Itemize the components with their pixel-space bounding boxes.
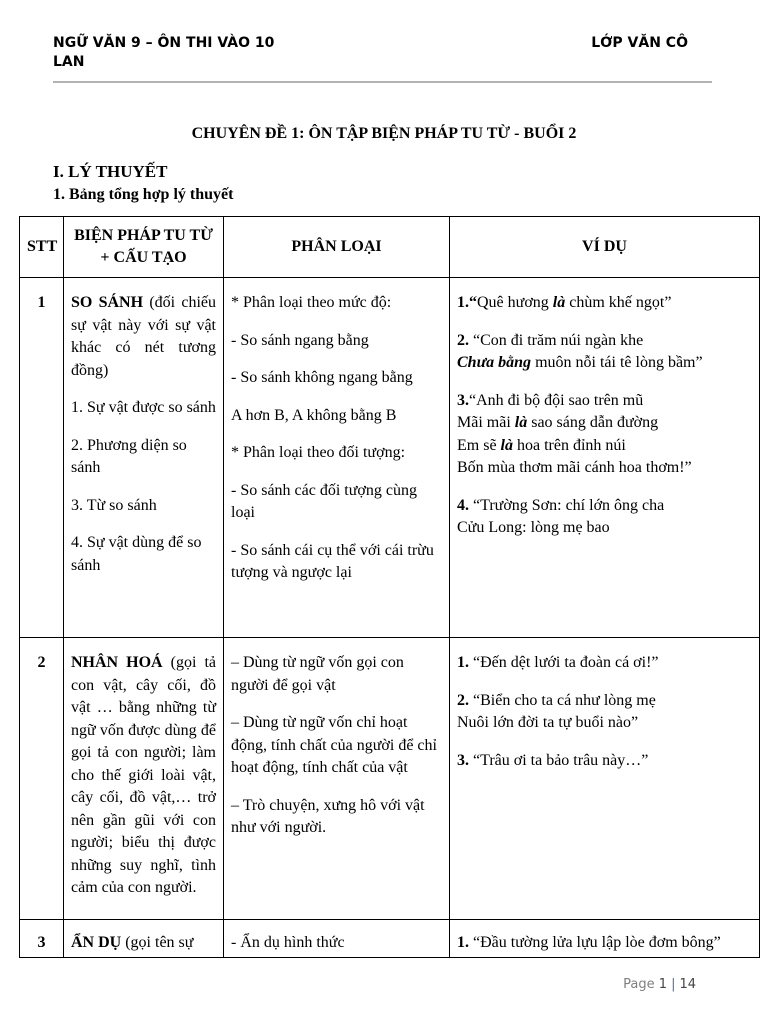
phan-loai-cell xyxy=(224,278,450,638)
classification-item: A hơn B, A không bằng B xyxy=(231,406,397,424)
example-keyword: Chưa bằng xyxy=(457,354,532,371)
page-header xyxy=(53,34,711,82)
header-bien-phap xyxy=(64,217,224,278)
example-number: 1. xyxy=(457,934,469,951)
structure-item: 3. Từ so sánh xyxy=(71,496,157,514)
example-4 xyxy=(457,495,752,540)
example-text: chùm khế ngọt” xyxy=(565,294,672,311)
table-row xyxy=(20,278,760,638)
example-keyword: là xyxy=(514,414,528,431)
example-number: 1. xyxy=(457,654,469,671)
example-text: “Đầu tường lửa lựu lập lòe đơm bông” xyxy=(469,934,721,951)
example-number: 1. xyxy=(457,294,469,311)
classification-item: – Dùng từ ngữ vốn gọi con người để gọi vật xyxy=(231,654,404,694)
classification-item: - So sánh các đối tượng cùng loại xyxy=(231,481,417,521)
row-stt: 2 xyxy=(20,638,64,920)
example-text: “Đến dệt lưới ta đoàn cá ơi!” xyxy=(469,654,659,671)
structure-item: 4. Sự vật dùng để so sánh xyxy=(71,534,202,574)
page-total: 14 xyxy=(679,977,696,992)
document-title: CHUYÊN ĐỀ 1: ÔN TẬP BIỆN PHÁP TU TỪ - BUỔI 2 xyxy=(191,125,577,142)
table-row xyxy=(20,638,760,920)
page-footer xyxy=(623,977,696,992)
header-bien-phap-line2: + CẤU TẠO xyxy=(100,249,187,266)
phan-loai-cell xyxy=(224,638,450,920)
example-number: 2. xyxy=(457,331,469,349)
page-separator: | xyxy=(671,977,676,992)
header-phan-loai: PHÂN LOẠI xyxy=(224,217,450,278)
vi-du-cell xyxy=(450,278,760,638)
example-1 xyxy=(457,292,752,315)
technique-name: ẨN DỤ xyxy=(71,934,122,951)
structure-item: 1. Sự vật được so sánh xyxy=(71,399,216,416)
bien-phap-cell xyxy=(64,278,224,638)
classification-item: * Phân loại theo đối tượng: xyxy=(231,444,406,461)
header-stt: STT xyxy=(20,217,64,278)
technique-name: NHÂN HOÁ xyxy=(71,654,163,671)
classification-item: - So sánh ngang bằng xyxy=(231,331,369,349)
header-divider xyxy=(53,81,712,83)
example-3 xyxy=(457,390,752,480)
phan-loai-cell: - Ẩn dụ hình thức xyxy=(224,920,450,958)
page-number: 1 xyxy=(658,977,668,992)
example-2 xyxy=(457,330,752,375)
example-text: “Trường Sơn: chí lớn ông cha xyxy=(469,496,665,514)
bien-phap-cell xyxy=(64,638,224,920)
table-header-row xyxy=(20,217,760,278)
example-number: 3. xyxy=(457,751,469,769)
page-label: Page xyxy=(623,977,655,992)
example-open-quote: “ xyxy=(469,294,477,311)
example-text: Quê hương xyxy=(477,294,553,311)
example-2 xyxy=(457,690,752,735)
technique-desc: (gọi tên sự xyxy=(121,934,194,951)
vi-du-cell xyxy=(450,638,760,920)
classification-item: – Trò chuyện, xưng hô với vật như với người. xyxy=(231,796,425,836)
example-number: 2. xyxy=(457,691,469,709)
row-stt: 1 xyxy=(20,278,64,638)
example-text: “Trâu ơi ta bảo trâu này…” xyxy=(469,751,649,769)
header-bien-phap-line1: BIỆN PHÁP TU TỪ xyxy=(74,226,213,244)
structure-item: 2. Phương diện so sánh xyxy=(71,436,187,476)
example-text: “Anh đi bộ đội sao trên mũ xyxy=(469,391,644,409)
subsection-title: 1. Bảng tổng hợp lý thuyết xyxy=(53,186,234,203)
example-text: Em sẽ xyxy=(457,436,501,454)
example-text: hoa trên đỉnh núi xyxy=(513,436,626,454)
technique-name: SO SÁNH xyxy=(71,294,144,311)
technique-definition xyxy=(71,292,216,382)
example-text: “Biển cho ta cá như lòng mẹ xyxy=(469,691,656,709)
classification-item: – Dùng từ ngữ vốn chỉ hoạt động, tính chất của người để chỉ hoạt động, tính chất của vật xyxy=(231,714,437,776)
example-number: 3. xyxy=(457,391,469,409)
classification-item: * Phân loại theo mức độ: xyxy=(231,294,392,311)
example-1 xyxy=(457,652,752,675)
summary-table xyxy=(19,216,760,958)
example-3 xyxy=(457,750,752,773)
example-text: Bốn mùa thơm mãi cánh hoa thơm!” xyxy=(457,459,692,476)
example-text: Nuôi lớn đời ta tự buổi nào” xyxy=(457,714,639,731)
technique-definition xyxy=(71,652,216,900)
bien-phap-cell xyxy=(64,920,224,958)
technique-desc: (đối chiếu sự vật này với sự vật khác có nét tương đồng) xyxy=(71,294,217,379)
table-row xyxy=(20,920,760,958)
classification-item: - So sánh không ngang bằng xyxy=(231,369,413,386)
example-keyword: là xyxy=(500,436,513,454)
example-number: 4. xyxy=(457,496,469,514)
example-text: Cửu Long: lòng mẹ bao xyxy=(457,519,610,536)
classification-item: - So sánh cái cụ thể với cái trừu tượng và ngược lại xyxy=(231,541,434,581)
example-text: sao sáng dẫn đường xyxy=(527,414,659,431)
header-left-text: NGỮ VĂN 9 – ÔN THI VÀO 10 LAN xyxy=(53,35,275,70)
example-keyword: là xyxy=(552,294,566,311)
example-text: Mãi mãi xyxy=(457,414,515,431)
section-title: I. LÝ THUYẾT xyxy=(53,162,168,181)
example-text: “Con đi trăm núi ngàn khe xyxy=(469,331,644,349)
header-right-text: LỚP VĂN CÔ xyxy=(591,35,688,51)
vi-du-cell xyxy=(450,920,760,958)
example-text: muôn nỗi tái tê lòng bầm” xyxy=(531,354,703,371)
row-stt: 3 xyxy=(20,920,64,958)
technique-desc: (gọi tả con vật, cây cối, đồ vật … bằng những từ ngữ vốn được dùng để gọi tả con người; làm cho thế giới loài vật, cây cối, đồ vật,… trở nên gần gũi với con người; biểu thị được những suy nghĩ, tình cảm của con người. xyxy=(71,654,216,896)
header-vi-du: VÍ DỤ xyxy=(450,217,760,278)
